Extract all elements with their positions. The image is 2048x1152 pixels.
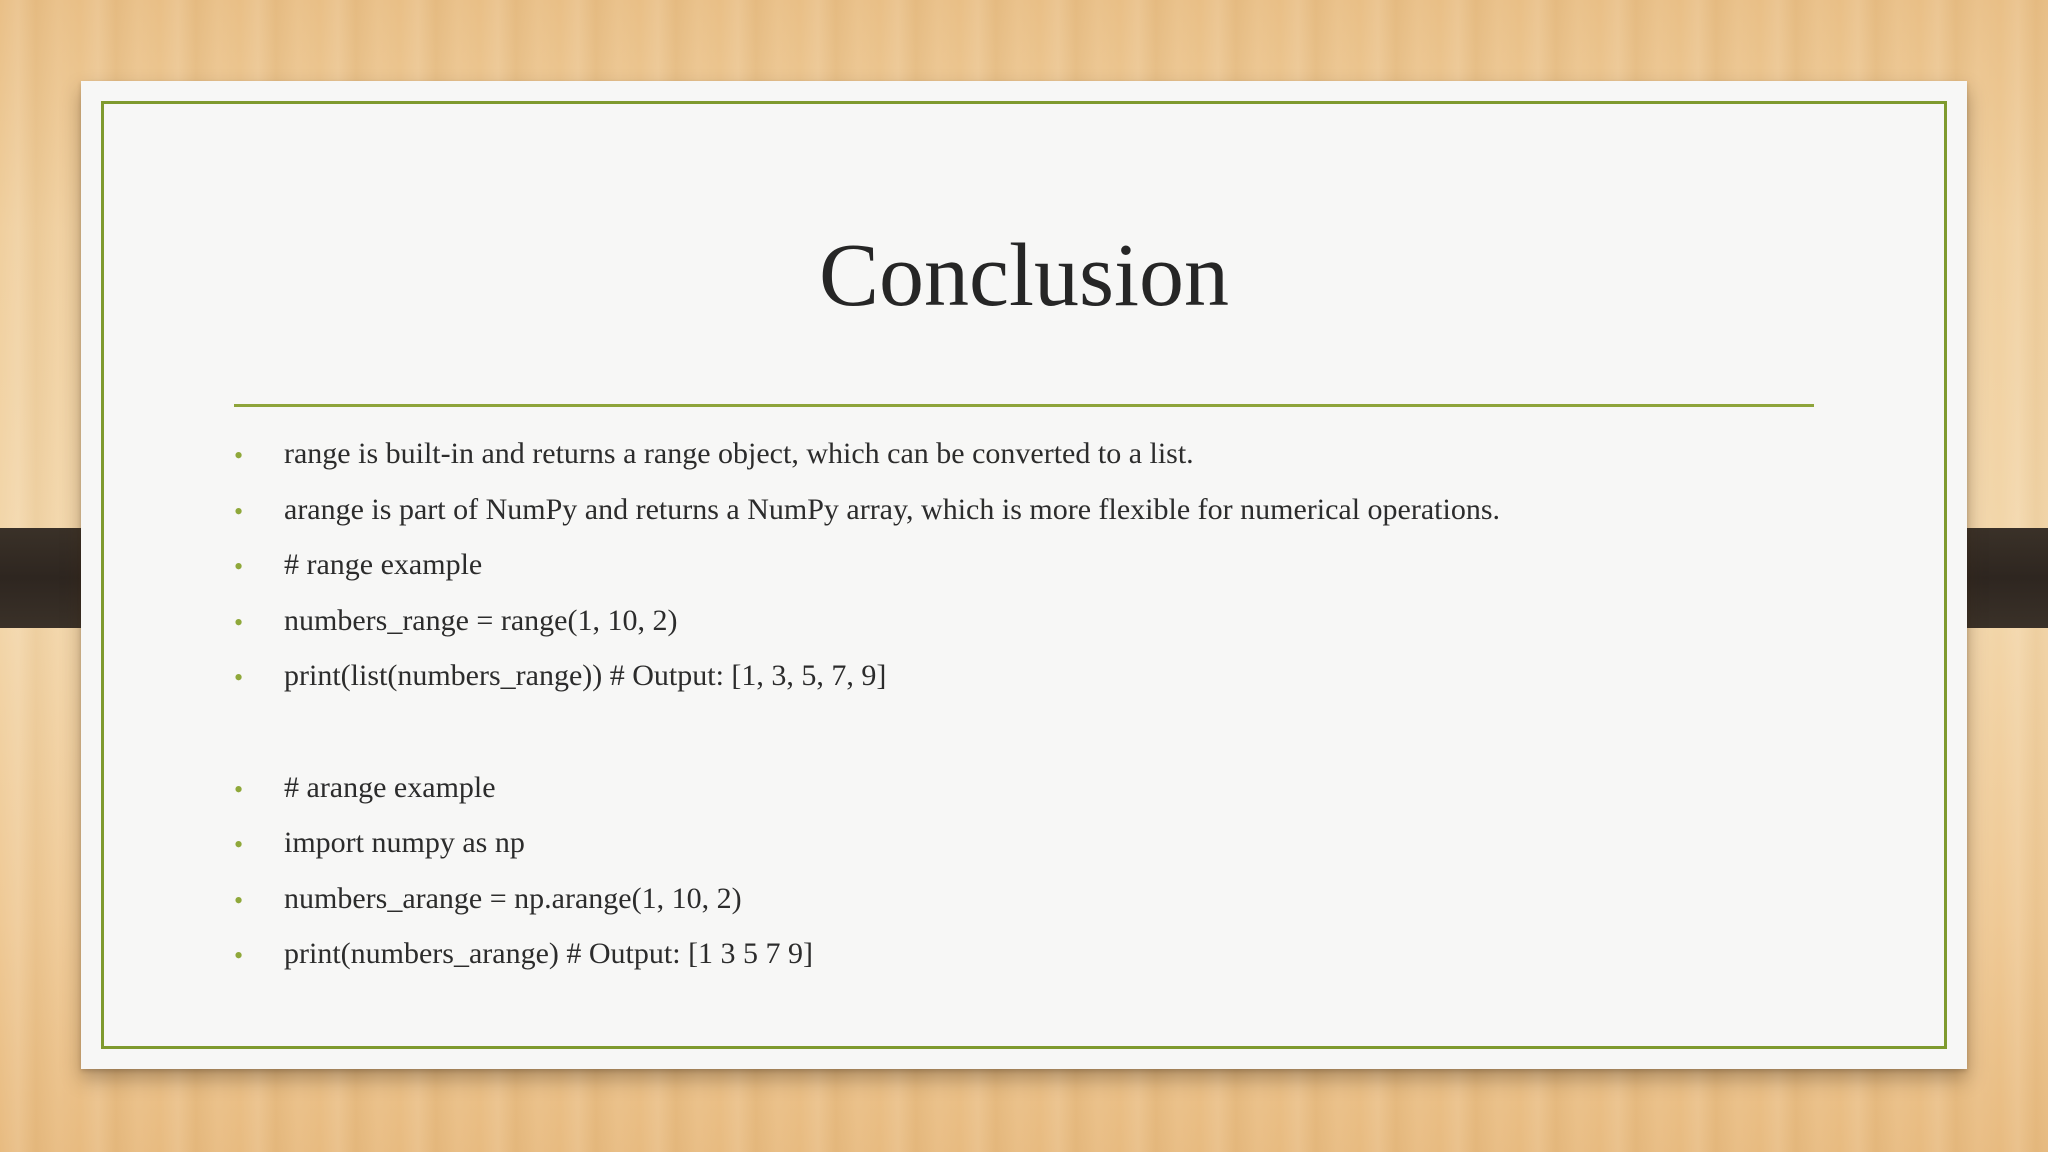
bullet-dot: • xyxy=(234,496,244,526)
bullet-dot: • xyxy=(234,607,244,637)
bullet-text: import numpy as np xyxy=(284,826,525,860)
bullet-dot: • xyxy=(234,830,244,860)
bullet-item xyxy=(234,603,1854,662)
slide-title: Conclusion xyxy=(818,226,1229,325)
bullet-text: numbers_range = range(1, 10, 2) xyxy=(284,603,678,637)
title-divider xyxy=(234,404,1814,407)
bullet-item xyxy=(234,939,1854,995)
bullet-text: # range example xyxy=(284,548,483,582)
bullet-item xyxy=(234,661,1854,717)
bullet-dot: • xyxy=(234,441,244,470)
blank-line xyxy=(234,717,1854,773)
bullet-item xyxy=(234,828,1854,884)
bullet-dot: • xyxy=(234,885,244,915)
bullet-dot: • xyxy=(234,663,244,693)
bullet-item xyxy=(234,881,1854,940)
bullet-text: print(numbers_arange) # Output: [1 3 5 7 9] xyxy=(284,937,814,971)
bullet-item xyxy=(234,770,1854,829)
bullet-item xyxy=(234,492,1854,551)
bullet-item xyxy=(234,439,1854,495)
bullet-text: numbers_arange = np.arange(1, 10, 2) xyxy=(284,881,742,915)
bullet-text: # arange example xyxy=(284,770,496,804)
slide-paper xyxy=(81,81,1967,1069)
bullet-item xyxy=(234,550,1854,606)
bullet-dot: • xyxy=(234,552,244,582)
bullet-dot: • xyxy=(234,774,244,804)
bullet-dot: • xyxy=(234,941,244,971)
bullet-list xyxy=(234,439,1854,995)
bullet-text: print(list(numbers_range)) # Output: [1, 3, 5, 7, 9] xyxy=(284,659,887,693)
bullet-text: range is built-in and returns a range object, which can be converted to a list. xyxy=(284,437,1194,470)
bullet-text: arange is part of NumPy and returns a NumPy array, which is more flexible for numerical operations. xyxy=(284,492,1501,526)
